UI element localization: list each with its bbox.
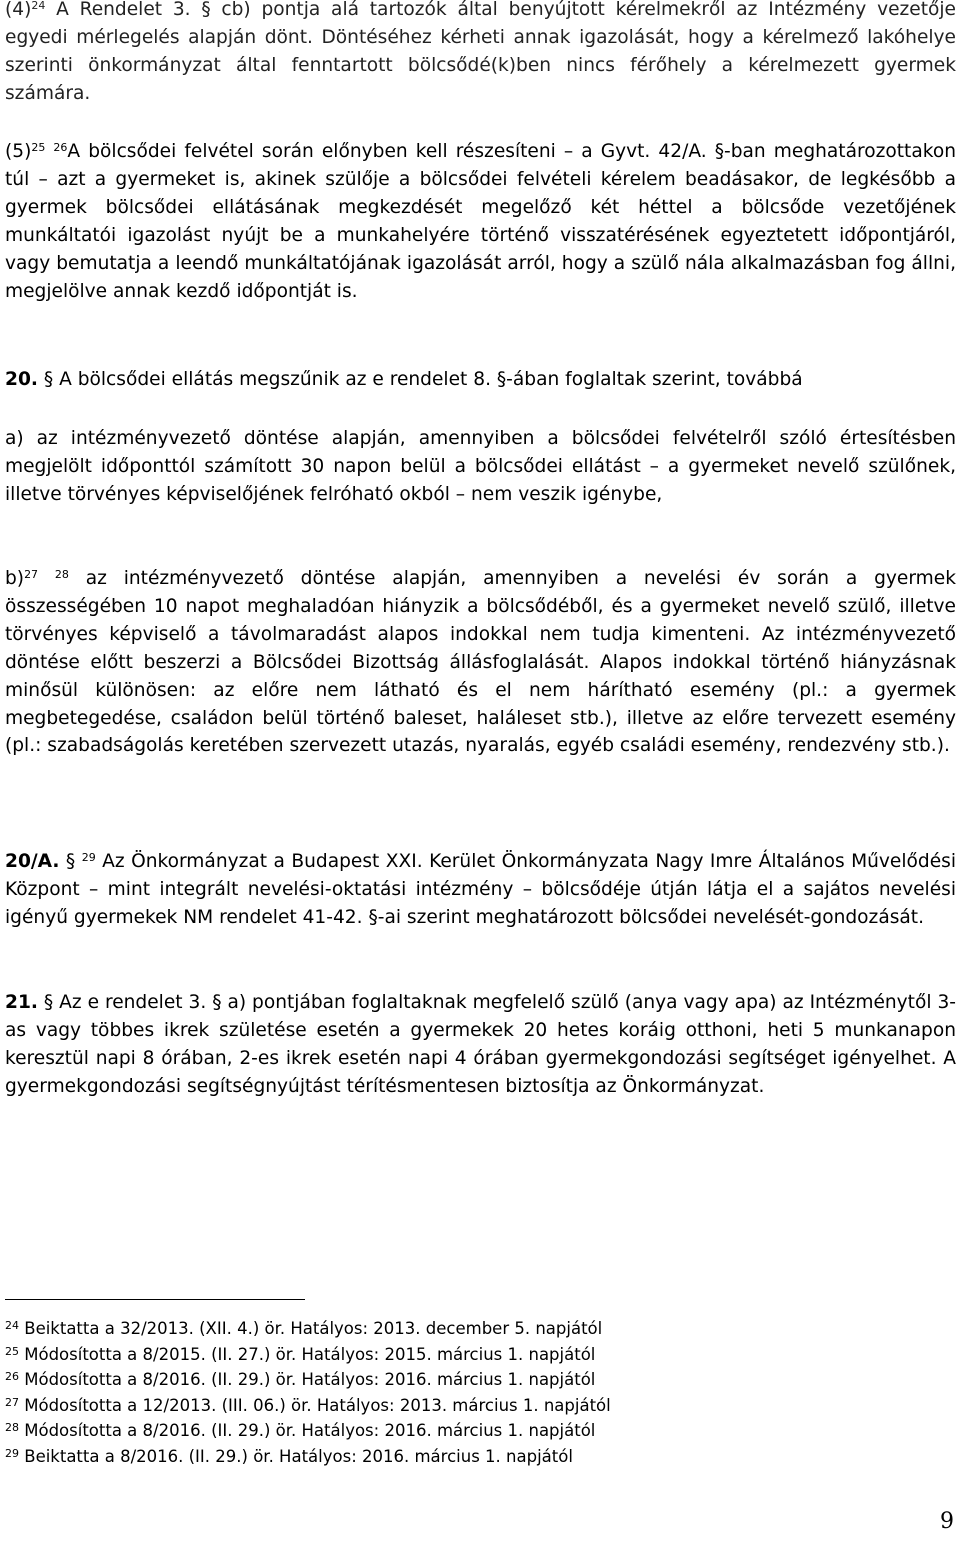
footnote-text: Beiktatta a 32/2013. (XII. 4.) ör. Hatályos: 2013. december 5. napjától xyxy=(19,1319,603,1338)
footnote-number: 29 xyxy=(5,1446,19,1460)
footnote-text: Módosította a 8/2015. (II. 27.) ör. Hatályos: 2015. március 1. napjától xyxy=(19,1344,596,1364)
section-text: Az Önkormányzat a Budapest XXI. Kerület Önkormányzata Nagy Imre Általános Művelődési Központ – mint integrált nevelési-oktatási intézmény – bölcsődéje útján látja el a sajátos nevelési igényű gyermekek NM rendelet 41-42. §-ai szerint meghatározott bölcsődei nevelését-gondozását. xyxy=(5,851,957,928)
footnote-number: 24 xyxy=(5,1319,19,1332)
paragraph-5 xyxy=(5,138,956,305)
section-sign: § xyxy=(59,851,76,872)
footnote-25 xyxy=(5,1342,945,1368)
section-text: § Az e rendelet 3. § a) pontjában foglaltaknak megfelelő szülő (anya vagy apa) az Intézménytől 3-as vagy többes ikrek születése esetén a gyermekek 20 hetes koráig otthoni, heti 5 munkanapon keresztül napi 8 órában, 2-es ikrek esetén napi 4 órában gyermekgondozási segítséget igényelhet. A gyermekgondozási segítségnyújtást térítésmentesen biztosítja az Önkormányzat. xyxy=(5,992,956,1097)
footnote-number: 27 xyxy=(5,1395,19,1409)
section-number: 21. xyxy=(5,992,38,1013)
footnote-26 xyxy=(5,1367,945,1393)
footnote-ref-28[interactable]: 28 xyxy=(54,568,69,581)
item-label: b) xyxy=(5,568,25,589)
paragraph-4 xyxy=(5,0,956,108)
item-text: az intézményvezető döntése alapján, amennyiben a nevelési év során a gyermek összességében 10 napot meghaladóan hiányzik a bölcsődéből, és a gyermeket nevelő szülő, illetve törvényes képviselő a távolmaradást alapos indokkal nem tudja kimenteni. Az intézményvezető döntése előtt beszerzi a Bölcsődei Bizottság állásfoglalását. Alapos indokkal történő hiányzásnak minősül különösen: az előre nem látható és el nem hárítható esemény (pl.: a gyermek megbetegedése, családon belül történő baleset, haláleset stb.), illetve az előre tervezett esemény (pl.: szabadságolás keretében szervezett utazás, nyaralás, egyéb családi esemény, rendezvény stb.). xyxy=(5,568,956,757)
footnote-ref-27[interactable]: 27 xyxy=(24,568,39,581)
footnotes xyxy=(5,1316,945,1470)
footnote-text: Módosította a 8/2016. (II. 29.) ör. Hatályos: 2016. március 1. napjától xyxy=(19,1421,596,1441)
paragraph-text: A bölcsődei felvétel során előnyben kell részesíteni – a Gyvt. 42/A. §-ban meghatározottakon túl – azt a gyermeket is, akinek szülője a bölcsődei felvételi kérelem beadásakor, de legkésőbb a gyermek bölcsődei ellátásának megkezdését megelőző két héttel a bölcsőde vezetőjének munkáltatói igazolást nyújt be a munkahelyére történő visszatérésének egyeztetett időpontjáról, vagy bemutatja a leendő munkáltatójának igazolását arról, hogy a szülő nála alkalmazásban fog állni, megjelölve annak kezdő időpontját is. xyxy=(5,141,956,302)
item-a xyxy=(5,425,956,509)
item-b xyxy=(5,565,956,760)
section-text: § A bölcsődei ellátás megszűnik az e rendelet 8. §-ában foglaltak szerint, továbbá xyxy=(37,369,803,390)
footnote-ref-29[interactable]: 29 xyxy=(81,851,96,864)
footnote-29 xyxy=(5,1444,945,1470)
footnote-27 xyxy=(5,1393,945,1419)
section-21 xyxy=(5,989,956,1101)
footnote-28 xyxy=(5,1418,945,1444)
footnote-ref-26[interactable]: 26 xyxy=(53,141,68,154)
section-number: 20/A. xyxy=(5,851,60,872)
footnote-text: Módosította a 8/2016. (II. 29.) ör. Hatályos: 2016. március 1. napjától xyxy=(19,1370,596,1390)
section-20 xyxy=(5,366,956,394)
page-number: 9 xyxy=(940,1509,954,1534)
footnote-ref-24[interactable]: 24 xyxy=(31,0,46,12)
paragraph-number: (5) xyxy=(5,141,32,162)
footnote-ref-25[interactable]: 25 xyxy=(31,141,46,154)
footnote-divider xyxy=(5,1299,305,1300)
footnote-text: Módosította a 12/2013. (III. 06.) ör. Hatályos: 2013. március 1. napjától xyxy=(19,1395,611,1415)
paragraph-text: A Rendelet 3. § cb) pontja alá tartozók által benyújtott kérelmekről az Intézmény vezetője egyedi mérlegelés alapján dönt. Döntéséhez kérheti annak igazolását, hogy a kérelmező lakóhelye szerinti önkormányzat által fenntartott bölcsődé(k)ben nincs férőhely a kérelmezett gyermek számára. xyxy=(5,0,956,104)
footnote-number: 28 xyxy=(5,1421,19,1435)
section-number: 20. xyxy=(5,369,38,390)
section-20a xyxy=(5,848,956,932)
footnote-number: 25 xyxy=(5,1344,19,1358)
paragraph-number: (4) xyxy=(5,0,32,20)
item-text: a) az intézményvezető döntése alapján, amennyiben a bölcsődei felvételről szóló értesítésben megjelölt időponttól számított 30 napon belül a bölcsődei ellátást – a gyermeket nevelő szülőnek, illetve törvényes képviselőjének felróható okból – nem veszik igénybe, xyxy=(5,428,956,505)
footnote-24 xyxy=(5,1316,945,1342)
footnote-number: 26 xyxy=(5,1370,19,1384)
footnote-text: Beiktatta a 8/2016. (II. 29.) ör. Hatályos: 2016. március 1. napjától xyxy=(19,1446,573,1466)
